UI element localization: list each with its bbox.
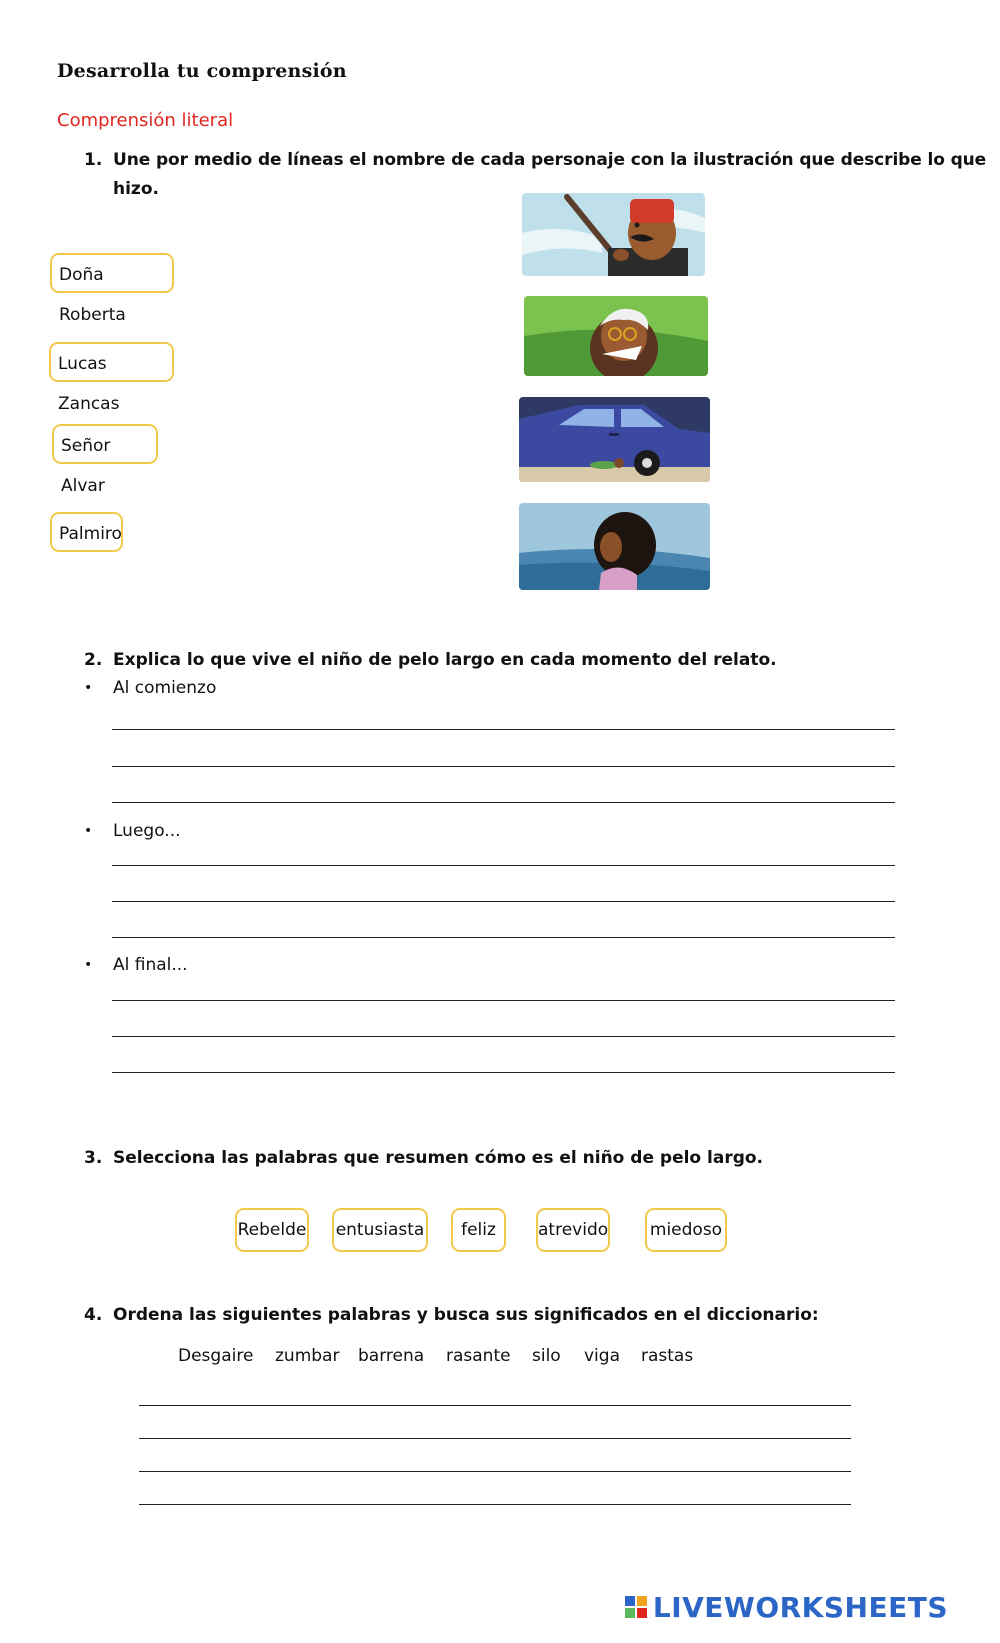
moment-beginning — [84, 676, 384, 700]
car-illustration[interactable] — [519, 397, 710, 482]
bullet: • — [84, 823, 93, 839]
moment-then — [84, 819, 384, 843]
answer-line[interactable] — [112, 901, 895, 902]
option-atrevido[interactable]: atrevido — [536, 1208, 610, 1252]
moment-end — [84, 953, 384, 977]
answer-line[interactable] — [112, 729, 895, 730]
question-number: 1. — [84, 150, 103, 170]
question-number: 3. — [84, 1148, 103, 1168]
vocab-word: zumbar — [275, 1346, 340, 1366]
option-entusiasta[interactable]: entusiasta — [332, 1208, 428, 1252]
man-with-stick-illustration[interactable] — [522, 193, 705, 276]
name-box-dona-roberta[interactable]: Doña Roberta — [50, 253, 174, 293]
question-1 — [84, 146, 987, 206]
name-box-senor-alvar[interactable]: Señor Alvar — [52, 424, 158, 464]
option-miedoso[interactable]: miedoso — [645, 1208, 727, 1252]
vocab-word: rasante — [446, 1346, 511, 1366]
option-feliz[interactable]: feliz — [451, 1208, 506, 1252]
answer-line[interactable] — [139, 1471, 851, 1472]
grandmother-with-glasses-illustration[interactable] — [524, 296, 708, 376]
answer-line[interactable] — [112, 937, 895, 938]
question-2 — [84, 646, 884, 675]
question-4 — [84, 1301, 884, 1330]
bullet: • — [84, 957, 93, 973]
question-number: 4. — [84, 1305, 103, 1325]
answer-line[interactable] — [139, 1438, 851, 1439]
vocab-word: Desgaire — [178, 1346, 254, 1366]
answer-line[interactable] — [112, 802, 895, 803]
liveworksheets-brand[interactable] — [625, 1587, 948, 1627]
moment-label: Luego... — [113, 821, 181, 841]
answer-line[interactable] — [112, 1072, 895, 1073]
question-text: Explica lo que vive el niño de pelo largo en cada momento del relato. — [113, 650, 777, 670]
worksheet-title: Desarrolla tu comprensión — [57, 60, 347, 82]
option-rebelde[interactable]: Rebelde — [235, 1208, 309, 1252]
name-box-palmiro[interactable]: Palmiro — [50, 512, 123, 552]
answer-line[interactable] — [112, 766, 895, 767]
moment-label: Al final... — [113, 955, 188, 975]
question-3 — [84, 1144, 884, 1173]
name-box-lucas-zancas[interactable]: Lucas Zancas — [49, 342, 174, 382]
answer-line[interactable] — [112, 865, 895, 866]
bullet: • — [84, 680, 93, 696]
answer-line[interactable] — [112, 1036, 895, 1037]
vocab-word: barrena — [358, 1346, 425, 1366]
vocab-word: viga — [584, 1346, 620, 1366]
vocab-word: rastas — [641, 1346, 694, 1366]
question-text: Selecciona las palabras que resumen cómo es el niño de pelo largo. — [113, 1148, 764, 1168]
answer-line[interactable] — [112, 1000, 895, 1001]
answer-line[interactable] — [139, 1405, 851, 1406]
section-subtitle: Comprensión literal — [57, 110, 234, 131]
question-text: Ordena las siguientes palabras y busca sus significados en el diccionario: — [113, 1305, 819, 1325]
question-number: 2. — [84, 650, 103, 670]
brand-name: LIVEWORKSHEETS — [652, 1590, 948, 1624]
question-text-continued: hizo. — [113, 179, 159, 199]
answer-line[interactable] — [139, 1504, 851, 1505]
curly-hair-child-illustration[interactable] — [519, 503, 710, 590]
liveworksheets-logo-icon — [625, 1596, 647, 1618]
question-text: Une por medio de líneas el nombre de cada personaje con la ilustración que describe lo que — [113, 150, 987, 170]
vocab-word: silo — [532, 1346, 561, 1366]
moment-label: Al comienzo — [113, 678, 217, 698]
